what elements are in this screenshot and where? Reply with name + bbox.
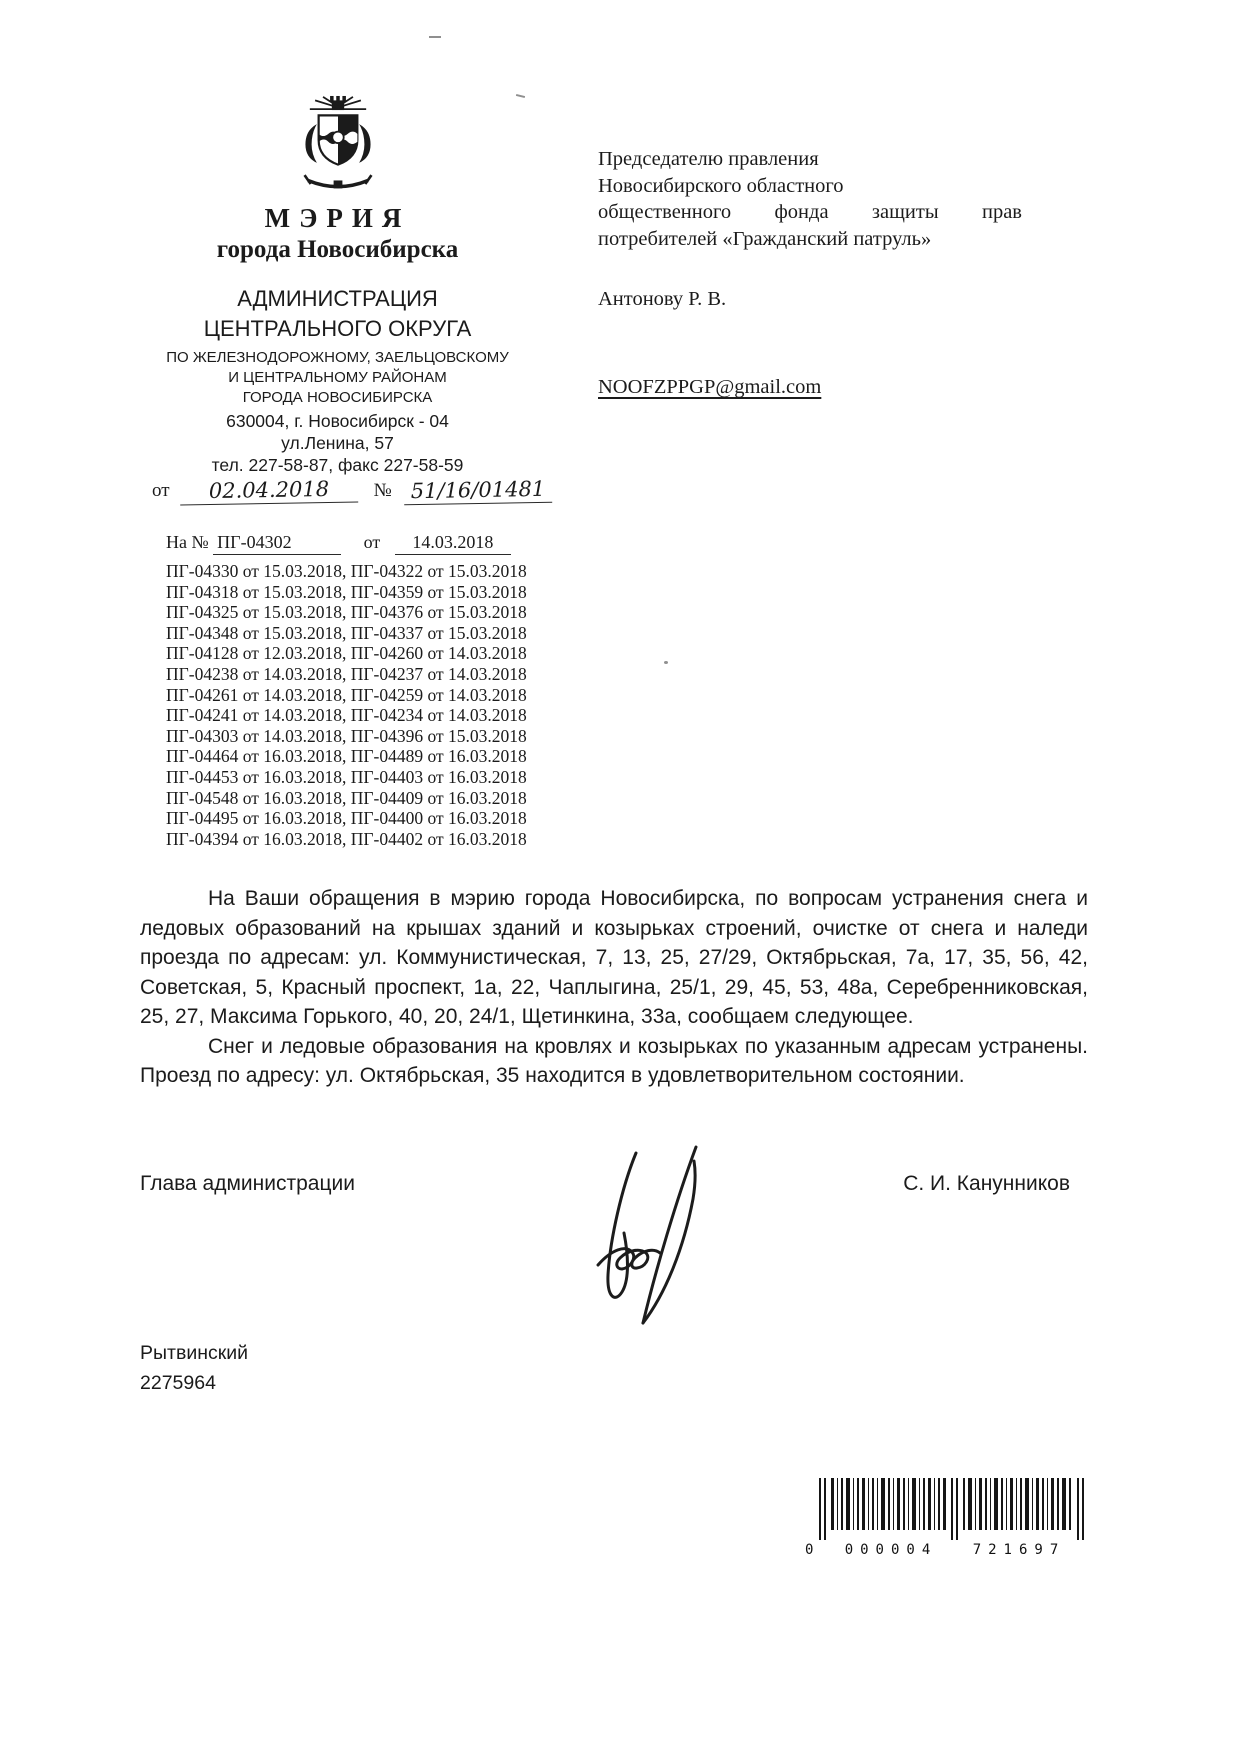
address-line1: 630004, г. Новосибирск - 04	[226, 411, 449, 431]
number-label: №	[373, 480, 392, 501]
signer-name: С. И. Канунников	[903, 1172, 1070, 1195]
subdivision-line2: И ЦЕНТРАЛЬНОМУ РАЙОНАМ	[228, 369, 447, 386]
letter-body	[140, 884, 1088, 1091]
barcode-digits	[805, 1542, 1095, 1560]
recipient-block	[598, 146, 1022, 252]
division-line1: АДМИНИСТРАЦИЯ	[237, 286, 438, 311]
recipient-email: NOOFZPPGP@gmail.com	[598, 376, 822, 398]
request-list-line: ПГ-04241 от 14.03.2018, ПГ-04234 от 14.03.2018	[166, 705, 527, 726]
org-name-line2: города Новосибирска	[216, 236, 459, 263]
request-list-line: ПГ-04464 от 16.03.2018, ПГ-04489 от 16.03.2018	[166, 746, 527, 767]
barcode-digit-left: 0	[805, 1542, 814, 1558]
request-list-line: ПГ-04348 от 15.03.2018, ПГ-04337 от 15.03.2018	[166, 622, 527, 643]
scan-artifact	[429, 36, 441, 38]
body-paragraph-1: На Ваши обращения в мэрию города Новосибирска, по вопросам устранения снега и ледовых образований на крышах зданий и козырьках строений, очистке от снега и наледи проезда по адресам: ул. Коммунистическая, 7, 13, 25, 27/29, Октябрьская, 7а, 17, 35, 56, 42, Советская, 5, Красный проспект, 1а, 22, Чаплыгина, 25/1, 29, 45, 53, 48а, Серебренниковская, 25, 27, Максима Горького, 40, 20, 24/1, Щетинкина, 33а, сообщаем следующее.	[140, 887, 1088, 1028]
request-list-line: ПГ-04548 от 16.03.2018, ПГ-04409 от 16.03.2018	[166, 787, 527, 808]
in-reply-header	[166, 532, 596, 555]
addressee-name: Антонову Р. В.	[598, 288, 727, 310]
barcode-digits-group2: 721697	[972, 1542, 1066, 1558]
recipient-line4: потребителей «Гражданский патруль»	[598, 227, 932, 250]
division-line2: ЦЕНТРАЛЬНОГО ОКРУГА	[203, 316, 472, 341]
request-list-line: ПГ-04453 от 16.03.2018, ПГ-04403 от 16.03.2018	[166, 766, 527, 787]
date-label: от	[152, 480, 170, 501]
registration-barcode	[805, 1478, 1095, 1562]
phone-fax-line: тел. 227-58-87, факс 227-58-59	[211, 455, 464, 475]
executor-name: Рытвинский	[140, 1342, 249, 1364]
outgoing-reference-row	[152, 478, 572, 504]
subdivision-line1: ПО ЖЕЛЕЗНОДОРОЖНОМУ, ЗАЕЛЬЦОВСКОМУ	[166, 349, 509, 366]
handwritten-date: 02.04.2018	[179, 476, 357, 505]
request-list-line: ПГ-04325 от 15.03.2018, ПГ-04376 от 15.03.2018	[166, 602, 527, 623]
executor-phone: 2275964	[140, 1372, 216, 1394]
recipient-line3: общественного фонда защиты прав	[598, 201, 1022, 223]
postal-address	[130, 410, 545, 476]
request-list-line: ПГ-04261 от 14.03.2018, ПГ-04259 от 14.03.2018	[166, 684, 527, 705]
request-list-line: ПГ-04128 от 12.03.2018, ПГ-04260 от 14.03.2018	[166, 643, 527, 664]
division-name	[130, 284, 545, 344]
signer-title: Глава администрации	[140, 1172, 355, 1195]
request-list-line: ПГ-04318 от 15.03.2018, ПГ-04359 от 15.03.2018	[166, 581, 527, 602]
request-list-line: ПГ-04238 от 14.03.2018, ПГ-04237 от 14.03.2018	[166, 663, 527, 684]
request-list-line: ПГ-04394 от 16.03.2018, ПГ-04402 от 16.03.2018	[166, 828, 527, 849]
request-list-line: ПГ-04495 от 16.03.2018, ПГ-04400 от 16.03.2018	[166, 808, 527, 829]
novosibirsk-coat-of-arms-icon	[294, 94, 382, 193]
in-reply-block	[166, 532, 596, 849]
recipient-line1: Председателю правления	[598, 148, 819, 170]
barcode-digits-group1: 000004	[844, 1542, 938, 1558]
handwritten-number: 51/16/01481	[403, 477, 551, 506]
request-number-list	[166, 561, 596, 849]
in-reply-prefix: На №	[166, 532, 209, 552]
body-paragraph-2: Снег и ледовые образования на кровлях и козырьках по указанным адресам устранены. Проезд по адресу: ул. Октябрьская, 35 находится в удовлетворительном состоянии.	[140, 1034, 1088, 1087]
executor-block	[140, 1338, 248, 1398]
request-list-line: ПГ-04330 от 15.03.2018, ПГ-04322 от 15.03.2018	[166, 561, 527, 581]
subdivision-lines	[130, 348, 545, 408]
in-reply-date-label: от	[363, 532, 381, 552]
scan-artifact	[664, 661, 668, 664]
in-reply-number: ПГ-04302	[213, 532, 341, 555]
barcode-bars	[805, 1478, 1090, 1542]
subdivision-line3: ГОРОДА НОВОСИБИРСКА	[242, 389, 433, 406]
handwritten-signature	[572, 1143, 750, 1331]
letterhead	[130, 94, 545, 476]
address-line2: ул.Ленина, 57	[281, 433, 394, 453]
in-reply-date: 14.03.2018	[395, 532, 511, 555]
recipient-line2: Новосибирского областного	[598, 174, 844, 197]
org-name-line1: МЭРИЯ	[264, 203, 411, 233]
request-list-line: ПГ-04303 от 14.03.2018, ПГ-04396 от 15.03.2018	[166, 725, 527, 746]
